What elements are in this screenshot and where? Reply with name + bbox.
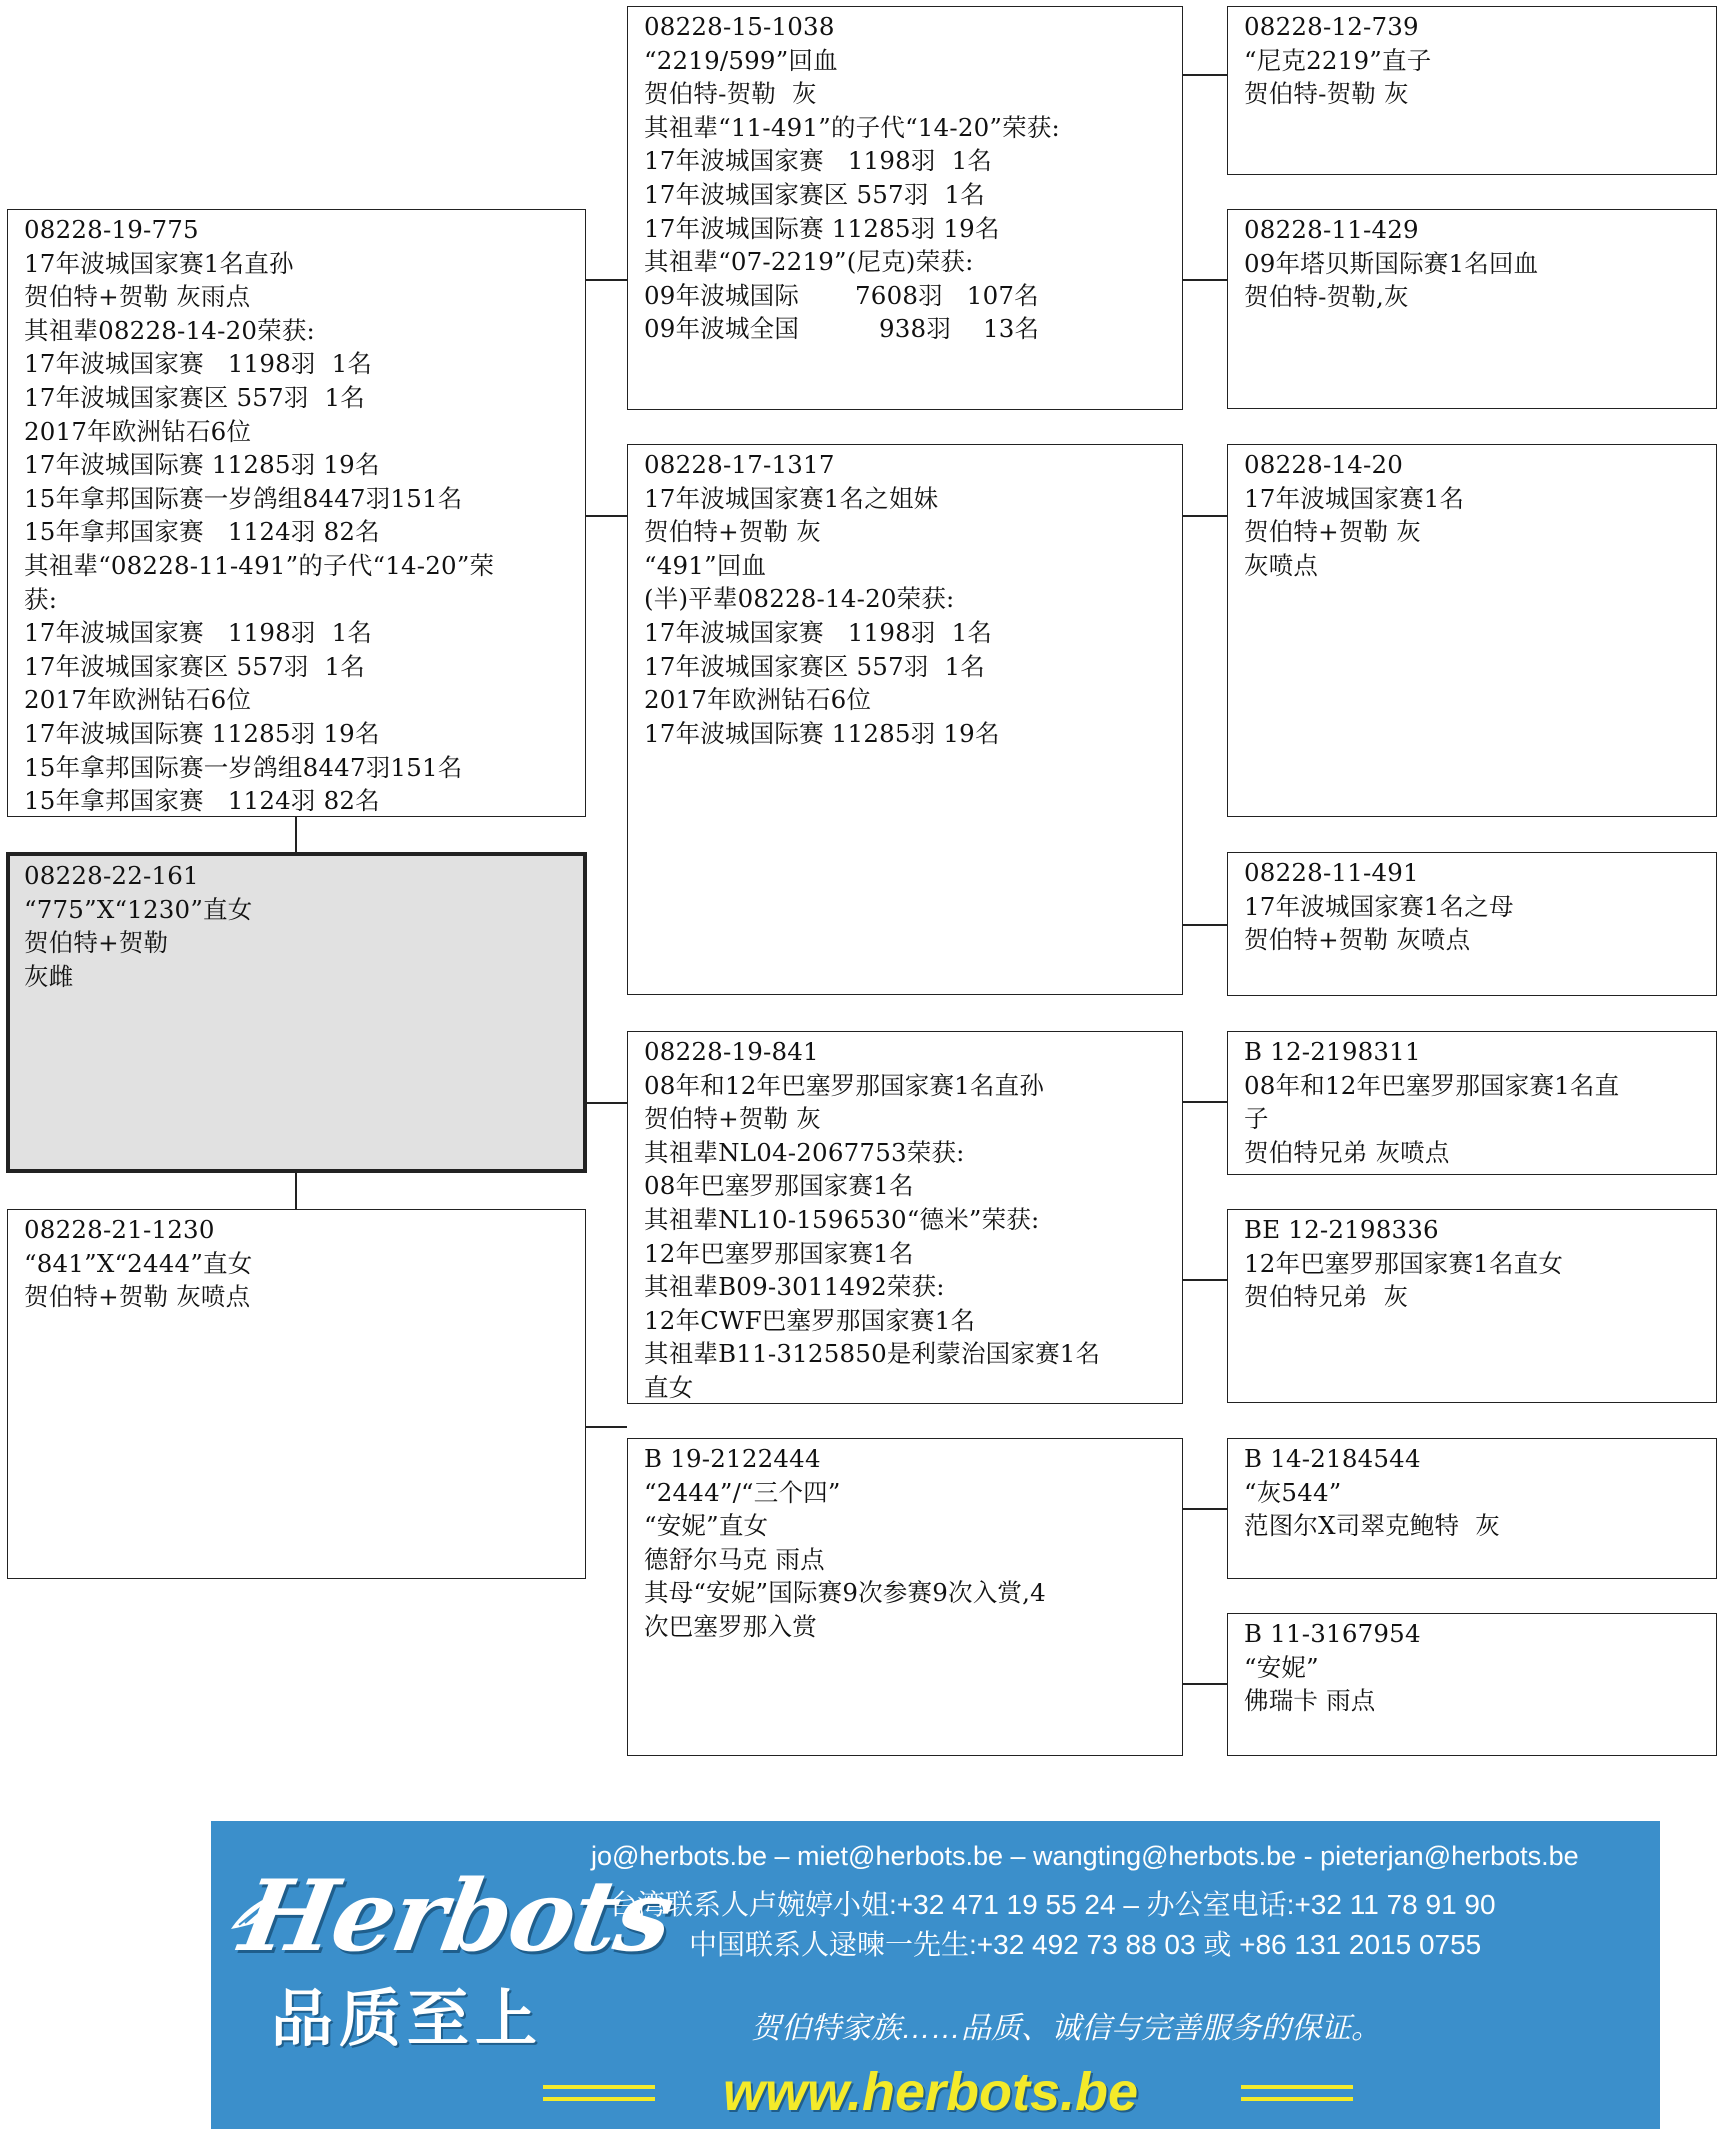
ring-number: 08228-19-841 (644, 1037, 819, 1066)
email-line[interactable]: jo@herbots.be – miet@herbots.be – wangting@herbots.be - pieterjan@herbots.be (591, 1841, 1579, 1871)
pedigree-line: 12年巴塞罗那国家赛1名直女 (1244, 1248, 1564, 1278)
ring-number: 08228-21-1230 (24, 1215, 215, 1244)
pedigree-line: 德舒尔马克 雨点 (644, 1544, 825, 1574)
slogan: 品质至上 (271, 1982, 544, 2055)
divider-left (543, 2085, 655, 2089)
connector (586, 1426, 627, 1428)
ddd-box (1227, 1613, 1717, 1756)
ring-number: B 11-3167954 (1244, 1619, 1421, 1648)
china-contact: 中国联系人逯暕一先生:+32 492 73 88 03 或 +86 131 2015 0755 (689, 1929, 1482, 1960)
pedigree-line: 08年和12年巴塞罗那国家赛1名直孙 (644, 1070, 1045, 1100)
connector (1183, 1279, 1227, 1281)
connector (586, 279, 627, 281)
taiwan-contact: 台湾联系人卢婉婷小姐:+32 471 19 55 24 – 办公室电话:+32 11 78 91 90 (609, 1889, 1496, 1920)
dam-dam-box (627, 1438, 1183, 1756)
connector (1183, 1683, 1227, 1685)
pedigree-line: 贺伯特+贺勒 灰喷点 (1244, 925, 1471, 955)
pedigree-line: 灰雌 (24, 961, 74, 991)
pedigree-line: 2017年欧洲钻石6位 (644, 685, 872, 715)
sss-box (1227, 6, 1717, 175)
pedigree-line: 子 (1244, 1104, 1269, 1134)
ring-number: 08228-19-775 (24, 215, 199, 244)
sire-dam-box (627, 444, 1183, 995)
sire-sire-box (627, 6, 1183, 410)
pedigree-line: “2444”/“三个四” (644, 1477, 841, 1507)
pedigree-line: 15年拿邦国家赛 1124羽 82名 (24, 786, 380, 816)
pedigree-line: 贺伯特+贺勒 灰 (1244, 517, 1421, 547)
pedigree-line: 17年波城国家赛1名之母 (1244, 891, 1514, 921)
pedigree-line: 次巴塞罗那入赏 (644, 1611, 817, 1641)
pedigree-line: 17年波城国家赛1名直孙 (24, 248, 294, 278)
pedigree-line: 其祖辈B09-3011492荣获: (644, 1272, 945, 1302)
pedigree-line: “841”X“2444”直女 (24, 1248, 253, 1278)
pedigree-line: 15年拿邦国际赛一岁鸽组8447羽151名 (24, 752, 463, 782)
pedigree-line: 17年波城国家赛区 557羽 1名 (644, 179, 985, 209)
divider-right (1241, 2085, 1353, 2089)
pedigree-line: “尼克2219”直子 (1244, 45, 1432, 75)
connector (295, 817, 297, 852)
pedigree-line: 2017年欧洲钻石6位 (24, 416, 252, 446)
subject-box (6, 852, 587, 1173)
pedigree-line: 贺伯特+贺勒 灰喷点 (24, 1282, 251, 1312)
pedigree-line: “安妮” (1244, 1652, 1319, 1682)
pedigree-line: “491”回血 (644, 550, 767, 580)
pedigree-line: 17年波城国家赛 1198羽 1名 (644, 146, 993, 176)
pedigree-line: “安妮”直女 (644, 1511, 769, 1541)
pedigree-line: 贺伯特-贺勒,灰 (1244, 282, 1409, 312)
pedigree-line: 17年波城国际赛 11285羽 19名 (644, 213, 1000, 243)
pedigree-line: 09年塔贝斯国际赛1名回血 (1244, 248, 1539, 278)
dss-box (1227, 1031, 1717, 1175)
pedigree-line: 贺伯特+贺勒 (24, 928, 169, 958)
connector (1183, 924, 1227, 926)
pedigree-line: 其祖辈B11-3125850是利蒙治国家赛1名 (644, 1339, 1101, 1369)
pedigree-line: 获: (24, 584, 58, 614)
pedigree-line: 其祖辈NL04-2067753荣获: (644, 1137, 965, 1167)
pedigree-line: 17年波城国家赛1名 (1244, 483, 1465, 513)
pedigree-line: 其祖辈“08228-11-491”的子代“14-20”荣 (24, 550, 495, 580)
connector (586, 1102, 627, 1104)
dds-box (1227, 1438, 1717, 1579)
pedigree-line: 其祖辈“07-2219”(尼克)荣获: (644, 247, 974, 277)
pedigree-line: 17年波城国家赛区 557羽 1名 (24, 382, 365, 412)
pedigree-line: 其祖辈08228-14-20荣获: (24, 315, 315, 345)
pedigree-line: 17年波城国家赛1名之姐妹 (644, 483, 939, 513)
pedigree-line: 17年波城国家赛 1198羽 1名 (24, 349, 373, 379)
pedigree-line: 09年波城全国 938羽 13名 (644, 314, 1040, 344)
pedigree-line: “775”X“1230”直女 (24, 894, 253, 924)
sire-box (7, 209, 586, 817)
connector (1183, 515, 1227, 517)
pedigree-line: 贺伯特-贺勒 灰 (644, 79, 817, 109)
ring-number: BE 12-2198336 (1244, 1215, 1439, 1244)
dam-box (7, 1209, 586, 1579)
ring-number: 08228-11-491 (1244, 858, 1419, 887)
sds-box (1227, 444, 1717, 817)
pedigree-line: 17年波城国家赛 1198羽 1名 (24, 618, 373, 648)
pedigree-line: “灰544” (1244, 1477, 1342, 1507)
pedigree-line: 17年波城国际赛 11285羽 19名 (644, 718, 1000, 748)
ring-number: 08228-12-739 (1244, 12, 1419, 41)
ring-number: B 19-2122444 (644, 1444, 821, 1473)
connector (1183, 1508, 1227, 1510)
pedigree-line: “2219/599”回血 (644, 45, 838, 75)
pedigree-line: 15年拿邦国家赛 1124羽 82名 (24, 517, 380, 547)
pedigree-line: 贺伯特+贺勒 灰 (644, 517, 821, 547)
ring-number: B 14-2184544 (1244, 1444, 1421, 1473)
ring-number: 08228-11-429 (1244, 215, 1419, 244)
tagline: 贺伯特家族……品质、诚信与完善服务的保证。 (751, 2012, 1381, 2045)
pedigree-line: 贺伯特+贺勒 灰雨点 (24, 282, 251, 312)
pedigree-line: 17年波城国家赛区 557羽 1名 (644, 651, 985, 681)
pedigree-line: 17年波城国际赛 11285羽 19名 (24, 450, 380, 480)
ring-number: B 12-2198311 (1244, 1037, 1421, 1066)
pedigree-line: 其祖辈NL10-1596530“德米”荣获: (644, 1204, 1040, 1234)
pedigree-line: (半)平辈08228-14-20荣获: (644, 584, 955, 614)
pedigree-line: 15年拿邦国际赛一岁鸽组8447羽151名 (24, 483, 463, 513)
connector (1183, 279, 1227, 281)
connector (586, 515, 627, 517)
pedigree-line: 贺伯特兄弟 灰喷点 (1244, 1137, 1450, 1167)
connector (1183, 74, 1227, 76)
pedigree-line: 其母“安妮”国际赛9次参赛9次入赏,4 (644, 1578, 1046, 1608)
herbots-logo: Herbots (232, 1859, 681, 1974)
pedigree-line: 范图尔X司翠克鲍特 灰 (1244, 1511, 1500, 1541)
pedigree-line: 贺伯特兄弟 灰 (1244, 1282, 1409, 1312)
divider-left (543, 2097, 655, 2101)
ring-number: 08228-17-1317 (644, 450, 835, 479)
pedigree-line: 17年波城国际赛 11285羽 19名 (24, 718, 380, 748)
pedigree-line: 其祖辈“11-491”的子代“14-20”荣获: (644, 112, 1060, 142)
pedigree-line: 佛瑞卡 雨点 (1244, 1686, 1376, 1716)
pedigree-line: 12年巴塞罗那国家赛1名 (644, 1238, 914, 1268)
pedigree-line: 贺伯特+贺勒 灰 (644, 1104, 821, 1134)
pedigree-line: 17年波城国家赛 1198羽 1名 (644, 617, 993, 647)
pedigree-line: 08年和12年巴塞罗那国家赛1名直 (1244, 1070, 1620, 1100)
pedigree-line: 12年CWF巴塞罗那国家赛1名 (644, 1305, 976, 1335)
divider-right (1241, 2097, 1353, 2101)
website-link[interactable]: www.herbots.be (723, 2062, 1139, 2122)
connector (1183, 1101, 1227, 1103)
dam-sire-box (627, 1031, 1183, 1404)
pedigree-line: 贺伯特-贺勒 灰 (1244, 79, 1409, 109)
ring-number: 08228-14-20 (1244, 450, 1404, 479)
pedigree-line: 2017年欧洲钻石6位 (24, 685, 252, 715)
ring-number: 08228-15-1038 (644, 12, 835, 41)
pedigree-line: 直女 (644, 1372, 694, 1402)
pedigree-line: 17年波城国家赛区 557羽 1名 (24, 651, 365, 681)
pedigree-line: 09年波城国际 7608羽 107名 (644, 280, 1039, 310)
footer-banner (211, 1821, 1660, 2129)
connector (295, 1173, 297, 1209)
dsd-box (1227, 1209, 1717, 1403)
pedigree-line: 灰喷点 (1244, 550, 1319, 580)
ssd-box (1227, 209, 1717, 409)
ring-number: 08228-22-161 (24, 861, 199, 890)
pedigree-line: 08年巴塞罗那国家赛1名 (644, 1171, 914, 1201)
sdd-box (1227, 852, 1717, 996)
